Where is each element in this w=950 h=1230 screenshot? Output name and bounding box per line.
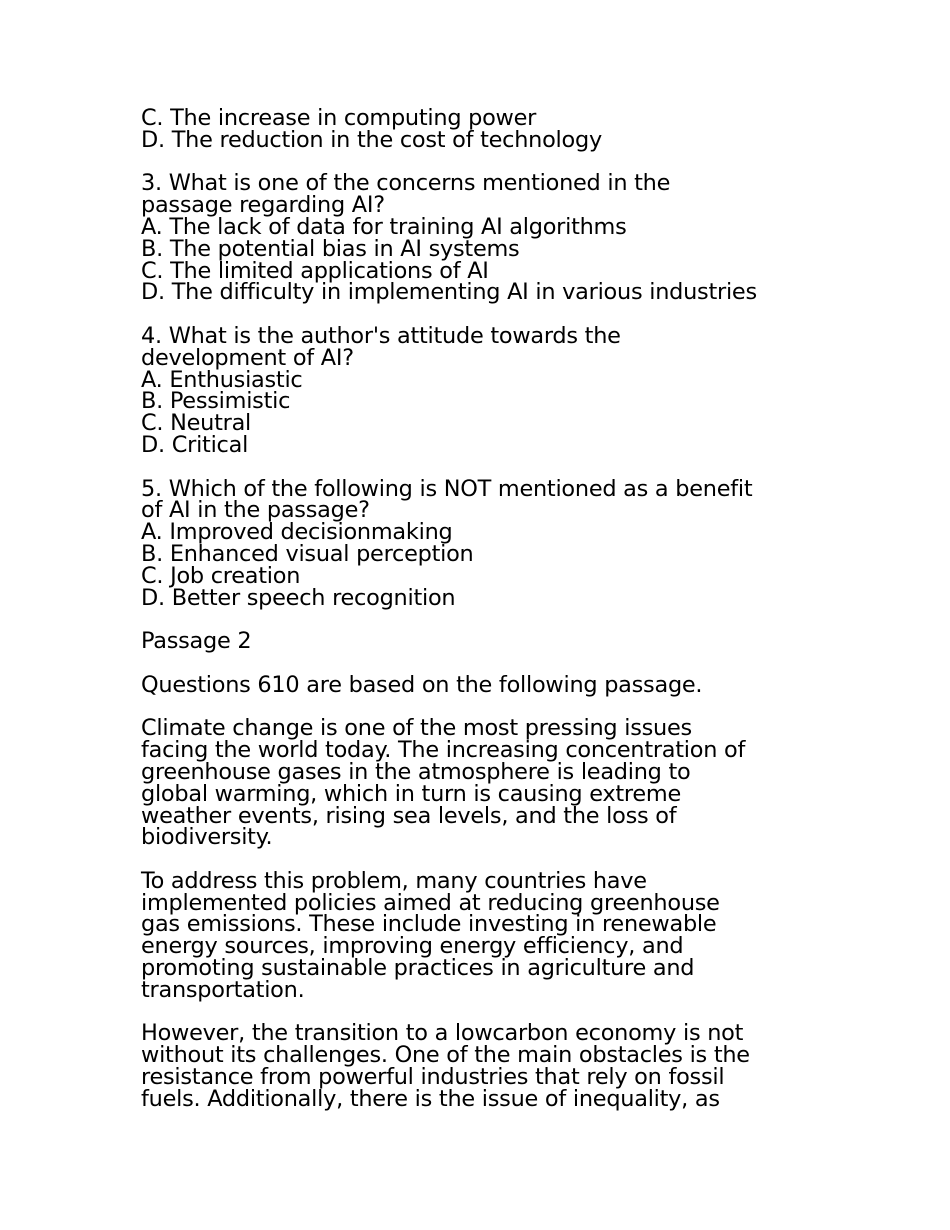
paragraph-3-line: fuels. Additionally, there is the issue of inequality, as xyxy=(141,1085,720,1112)
passage-2-paragraph-2 xyxy=(141,867,841,1003)
question-5-option-b: B. Enhanced visual perception xyxy=(141,540,474,567)
paragraph-2-line: To address this problem, many countries have xyxy=(141,867,647,894)
question-2-option-c: C. The increase in computing power xyxy=(141,105,537,131)
question-3-option-a: A. The lack of data for training AI algorithms xyxy=(141,213,627,240)
question-4 xyxy=(141,322,841,458)
question-5-text-line-2: of AI in the passage? xyxy=(141,497,370,524)
question-4-option-a: A. Enthusiastic xyxy=(141,366,303,393)
question-2-options-continued xyxy=(141,105,841,153)
question-5-option-d: D. Better speech recognition xyxy=(141,584,456,611)
question-3-option-c: C. The limited applications of AI xyxy=(141,257,489,284)
passage-2-heading: Passage 2 xyxy=(141,628,252,655)
paragraph-3-line: without its challenges. One of the main obstacles is the xyxy=(141,1042,750,1069)
paragraph-2-line: transportation. xyxy=(141,976,305,1003)
paragraph-1-line: biodiversity. xyxy=(141,824,273,851)
passage-2-heading-block xyxy=(141,628,841,655)
paragraph-2-line: gas emissions. These include investing in renewable xyxy=(141,911,717,938)
paragraph-2-line: energy sources, improving energy efficiency, and xyxy=(141,933,684,960)
paragraph-3-line: resistance from powerful industries that rely on fossil xyxy=(141,1064,725,1091)
paragraph-1-line: facing the world today. The increasing concentration of xyxy=(141,737,746,764)
paragraph-1-line: global warming, which in turn is causing extreme xyxy=(141,780,682,807)
passage-2-intro: Questions 610 are based on the following passage. xyxy=(141,671,703,698)
question-3 xyxy=(141,170,841,306)
question-5-option-c: C. Job creation xyxy=(141,562,301,589)
question-3-text-line-2: passage regarding AI? xyxy=(141,192,385,219)
passage-2-paragraph-1 xyxy=(141,715,841,851)
paragraph-2-line: implemented policies aimed at reducing greenhouse xyxy=(141,889,720,916)
question-3-option-d: D. The difficulty in implementing AI in various industries xyxy=(141,279,757,306)
document-page xyxy=(141,105,841,1132)
question-3-text-line-1: 3. What is one of the concerns mentioned in the xyxy=(141,170,671,197)
passage-2-intro-block xyxy=(141,671,841,698)
question-5-text-line-1: 5. Which of the following is NOT mentioned as a benefit xyxy=(141,475,753,502)
question-5 xyxy=(141,475,841,611)
paragraph-2-line: promoting sustainable practices in agriculture and xyxy=(141,955,695,982)
question-4-option-c: C. Neutral xyxy=(141,410,252,437)
paragraph-1-line: Climate change is one of the most pressing issues xyxy=(141,715,692,742)
question-4-text-line-2: development of AI? xyxy=(141,344,354,371)
question-5-option-a: A. Improved decisionmaking xyxy=(141,519,453,546)
paragraph-1-line: weather events, rising sea levels, and the loss of xyxy=(141,802,677,829)
paragraph-1-line: greenhouse gases in the atmosphere is leading to xyxy=(141,758,691,785)
question-4-text-line-1: 4. What is the author's attitude towards the xyxy=(141,322,621,349)
question-2-option-d: D. The reduction in the cost of technology xyxy=(141,126,602,153)
passage-2-paragraph-3 xyxy=(141,1020,841,1112)
question-3-option-b: B. The potential bias in AI systems xyxy=(141,235,520,262)
question-4-option-d: D. Critical xyxy=(141,431,249,458)
question-4-option-b: B. Pessimistic xyxy=(141,388,291,415)
paragraph-3-line: However, the transition to a lowcarbon economy is not xyxy=(141,1020,744,1047)
